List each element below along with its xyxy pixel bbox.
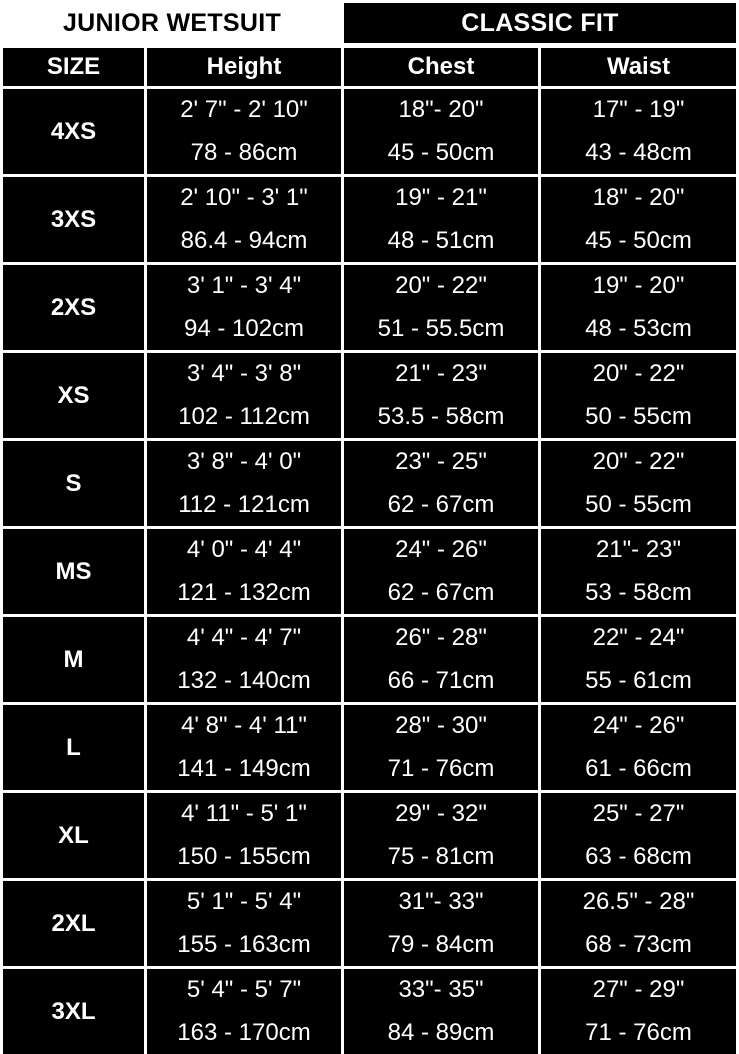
chest-inches: 33"- 35" — [344, 969, 538, 1012]
waist-inches: 24" - 26" — [541, 705, 736, 748]
chest-inches: 29" - 32" — [344, 793, 538, 836]
waist-cell — [541, 441, 736, 526]
size-label: 4XS — [3, 89, 144, 174]
chest-inches: 31"- 33" — [344, 881, 538, 924]
height-centimeters: 163 - 170cm — [147, 1012, 341, 1054]
height-cell — [147, 441, 341, 526]
chest-inches: 21" - 23" — [344, 353, 538, 396]
waist-inches: 22" - 24" — [541, 617, 736, 660]
chest-centimeters: 62 - 67cm — [344, 484, 538, 527]
waist-centimeters: 50 - 55cm — [541, 484, 736, 527]
waist-cell — [541, 969, 736, 1054]
size-column-header: SIZE — [3, 48, 144, 86]
height-cell — [147, 177, 341, 262]
waist-inches: 20" - 22" — [541, 353, 736, 396]
waist-inches: 27" - 29" — [541, 969, 736, 1012]
height-inches: 3' 8" - 4' 0" — [147, 441, 341, 484]
height-inches: 4' 0" - 4' 4" — [147, 529, 341, 572]
height-inches: 5' 4" - 5' 7" — [147, 969, 341, 1012]
chest-cell — [344, 89, 538, 174]
size-label: 3XL — [3, 969, 144, 1054]
height-inches: 2' 7" - 2' 10" — [147, 89, 341, 132]
waist-centimeters: 50 - 55cm — [541, 396, 736, 439]
height-inches: 3' 1" - 3' 4" — [147, 265, 341, 308]
height-inches: 5' 1" - 5' 4" — [147, 881, 341, 924]
size-label: 2XL — [3, 881, 144, 966]
chest-centimeters: 84 - 89cm — [344, 1012, 538, 1054]
height-cell — [147, 793, 341, 878]
height-centimeters: 141 - 149cm — [147, 748, 341, 791]
waist-centimeters: 55 - 61cm — [541, 660, 736, 703]
waist-column-header: Waist — [541, 48, 736, 86]
waist-cell — [541, 881, 736, 966]
size-label: S — [3, 441, 144, 526]
waist-centimeters: 53 - 58cm — [541, 572, 736, 615]
chest-centimeters: 66 - 71cm — [344, 660, 538, 703]
chest-centimeters: 75 - 81cm — [344, 836, 538, 879]
chest-centimeters: 48 - 51cm — [344, 220, 538, 263]
height-centimeters: 112 - 121cm — [147, 484, 341, 527]
waist-centimeters: 61 - 66cm — [541, 748, 736, 791]
height-centimeters: 86.4 - 94cm — [147, 220, 341, 263]
waist-inches: 19" - 20" — [541, 265, 736, 308]
size-label: L — [3, 705, 144, 790]
waist-cell — [541, 89, 736, 174]
height-centimeters: 78 - 86cm — [147, 132, 341, 175]
chest-column-header: Chest — [344, 48, 538, 86]
height-cell — [147, 89, 341, 174]
waist-inches: 25" - 27" — [541, 793, 736, 836]
chest-centimeters: 53.5 - 58cm — [344, 396, 538, 439]
waist-centimeters: 45 - 50cm — [541, 220, 736, 263]
waist-inches: 21"- 23" — [541, 529, 736, 572]
waist-centimeters: 63 - 68cm — [541, 836, 736, 879]
size-label: MS — [3, 529, 144, 614]
chest-centimeters: 79 - 84cm — [344, 924, 538, 967]
height-inches: 4' 11" - 5' 1" — [147, 793, 341, 836]
waist-centimeters: 68 - 73cm — [541, 924, 736, 967]
height-centimeters: 150 - 155cm — [147, 836, 341, 879]
waist-inches: 17" - 19" — [541, 89, 736, 132]
height-inches: 2' 10" - 3' 1" — [147, 177, 341, 220]
chest-cell — [344, 177, 538, 262]
chest-centimeters: 71 - 76cm — [344, 748, 538, 791]
height-cell — [147, 969, 341, 1054]
height-centimeters: 102 - 112cm — [147, 396, 341, 439]
chest-cell — [344, 265, 538, 350]
height-column-header: Height — [147, 48, 341, 86]
chest-cell — [344, 617, 538, 702]
waist-inches: 18" - 20" — [541, 177, 736, 220]
chest-inches: 18"- 20" — [344, 89, 538, 132]
chest-inches: 24" - 26" — [344, 529, 538, 572]
waist-cell — [541, 793, 736, 878]
chest-cell — [344, 881, 538, 966]
chest-cell — [344, 529, 538, 614]
chest-cell — [344, 969, 538, 1054]
waist-centimeters: 43 - 48cm — [541, 132, 736, 175]
waist-cell — [541, 353, 736, 438]
chest-inches: 28" - 30" — [344, 705, 538, 748]
size-label: M — [3, 617, 144, 702]
waist-cell — [541, 265, 736, 350]
waist-centimeters: 71 - 76cm — [541, 1012, 736, 1054]
height-centimeters: 121 - 132cm — [147, 572, 341, 615]
height-centimeters: 94 - 102cm — [147, 308, 341, 351]
waist-cell — [541, 705, 736, 790]
chest-centimeters: 45 - 50cm — [344, 132, 538, 175]
chest-inches: 26" - 28" — [344, 617, 538, 660]
height-inches: 4' 4" - 4' 7" — [147, 617, 341, 660]
height-cell — [147, 353, 341, 438]
chest-cell — [344, 793, 538, 878]
waist-cell — [541, 177, 736, 262]
size-label: 2XS — [3, 265, 144, 350]
height-cell — [147, 529, 341, 614]
size-label: XS — [3, 353, 144, 438]
height-inches: 3' 4" - 3' 8" — [147, 353, 341, 396]
height-cell — [147, 881, 341, 966]
chest-inches: 23" - 25" — [344, 441, 538, 484]
waist-centimeters: 48 - 53cm — [541, 308, 736, 351]
waist-inches: 26.5" - 28" — [541, 881, 736, 924]
waist-cell — [541, 617, 736, 702]
height-cell — [147, 617, 341, 702]
height-cell — [147, 705, 341, 790]
height-centimeters: 132 - 140cm — [147, 660, 341, 703]
size-label: 3XS — [3, 177, 144, 262]
height-cell — [147, 265, 341, 350]
waist-cell — [541, 529, 736, 614]
chest-cell — [344, 353, 538, 438]
fit-title: CLASSIC FIT — [344, 3, 736, 43]
waist-inches: 20" - 22" — [541, 441, 736, 484]
chest-inches: 19" - 21" — [344, 177, 538, 220]
chest-inches: 20" - 22" — [344, 265, 538, 308]
chest-cell — [344, 705, 538, 790]
size-label: XL — [3, 793, 144, 878]
height-centimeters: 155 - 163cm — [147, 924, 341, 967]
chart-title: JUNIOR WETSUIT — [3, 3, 341, 43]
chest-centimeters: 62 - 67cm — [344, 572, 538, 615]
chest-cell — [344, 441, 538, 526]
height-inches: 4' 8" - 4' 11" — [147, 705, 341, 748]
chest-centimeters: 51 - 55.5cm — [344, 308, 538, 351]
